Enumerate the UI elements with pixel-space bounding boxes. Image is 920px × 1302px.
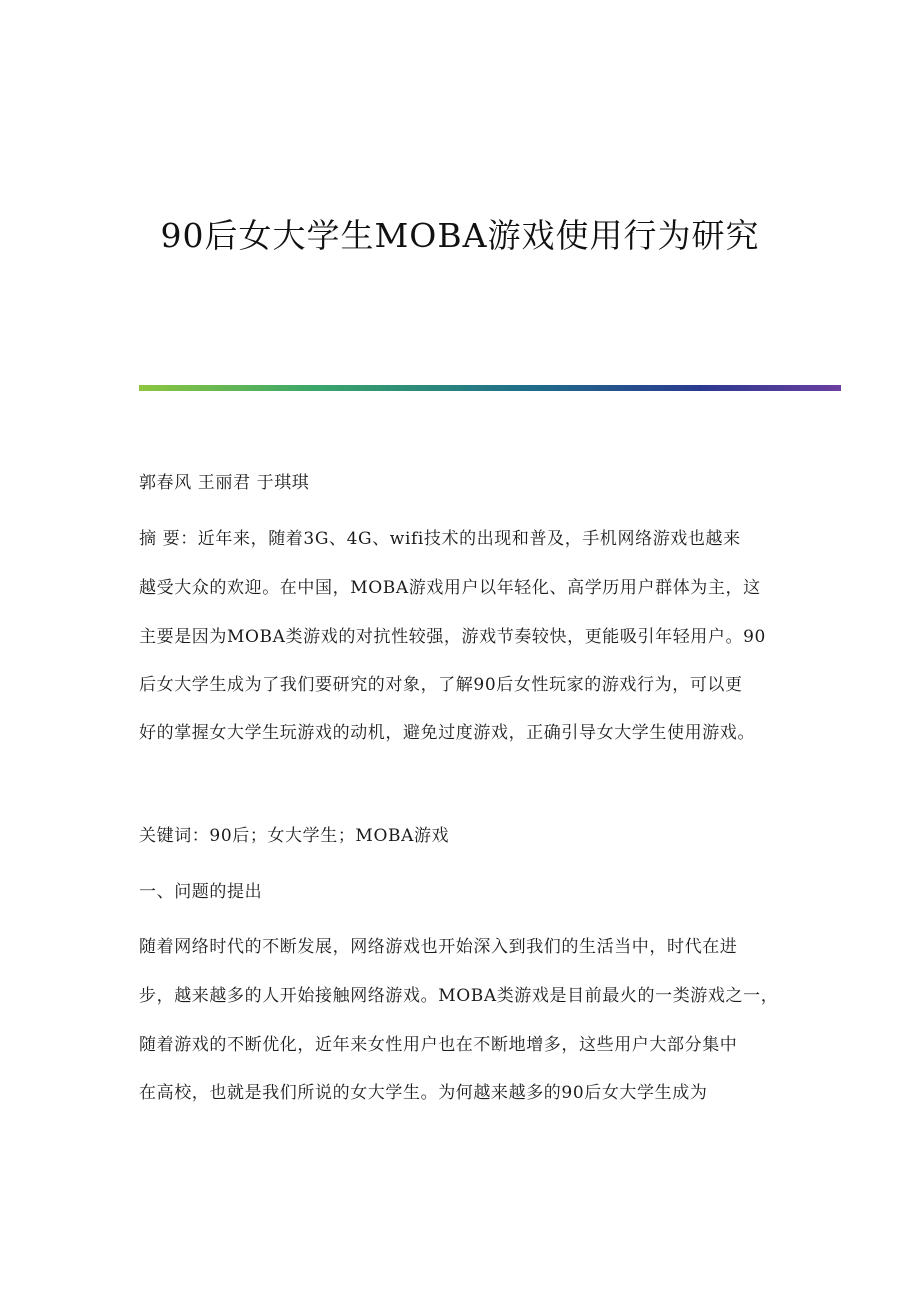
title-divider bbox=[139, 385, 841, 391]
document-title: 90后女大学生MOBA游戏使用行为研究 bbox=[160, 216, 760, 255]
abstract-line: 越受大众的欢迎。在中国，MOBA游戏用户以年轻化、高学历用户群体为主，这 bbox=[139, 578, 761, 598]
body-line: 步，越来越多的人开始接触网络游戏。MOBA类游戏是目前最火的一类游戏之一， bbox=[139, 986, 779, 1006]
authors: 郭春风 王丽君 于琪琪 bbox=[139, 473, 310, 493]
abstract-line: 好的掌握女大学生玩游戏的动机，避免过度游戏，正确引导女大学生使用游戏。 bbox=[139, 723, 755, 743]
abstract-line: 摘 要：近年来，随着3G、4G、wifi技术的出现和普及，手机网络游戏也越来 bbox=[139, 529, 741, 549]
keywords: 关键词：90后；女大学生；MOBA游戏 bbox=[139, 826, 450, 846]
body-line: 随着网络时代的不断发展，网络游戏也开始深入到我们的生活当中，时代在进 bbox=[139, 937, 738, 957]
section-heading: 一、问题的提出 bbox=[139, 882, 263, 902]
abstract-line: 后女大学生成为了我们要研究的对象，了解90后女性玩家的游戏行为，可以更 bbox=[139, 675, 743, 695]
body-line: 随着游戏的不断优化，近年来女性用户也在不断地增多，这些用户大部分集中 bbox=[139, 1035, 738, 1055]
abstract-line: 主要是因为MOBA类游戏的对抗性较强，游戏节奏较快，更能吸引年轻用户。90 bbox=[139, 627, 766, 647]
body-line: 在高校，也就是我们所说的女大学生。为何越来越多的90后女大学生成为 bbox=[139, 1083, 708, 1103]
